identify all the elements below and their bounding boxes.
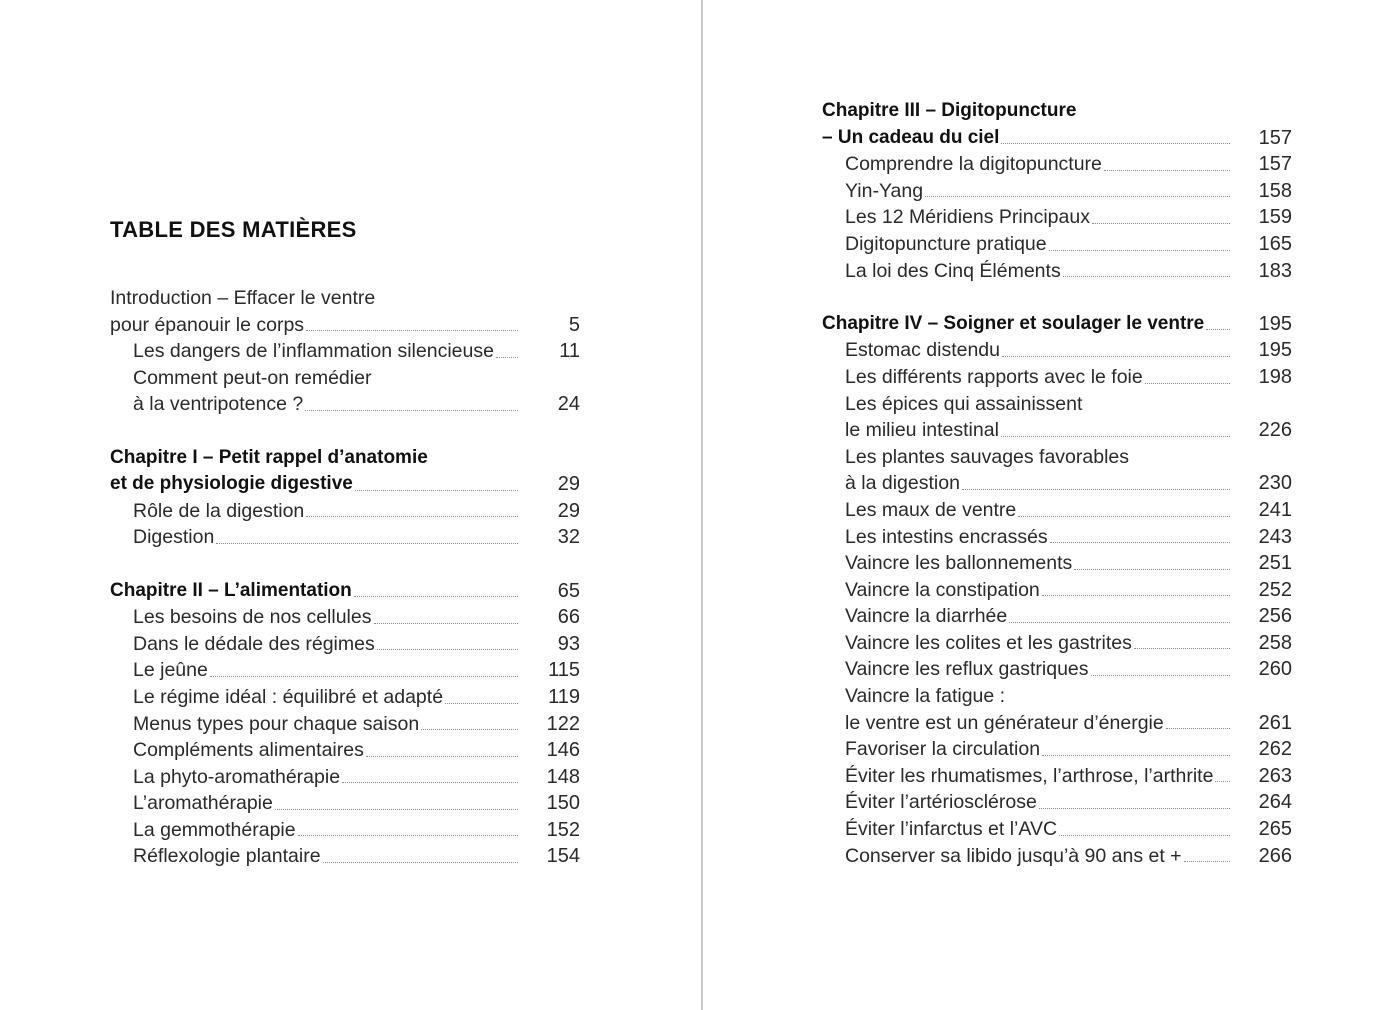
- toc-entry-label: L’aromathérapie: [133, 792, 273, 815]
- toc-dot-leader: [1009, 622, 1230, 623]
- toc-entry-label: Vaincre les reflux gastriques: [845, 658, 1089, 681]
- toc-entry-label: Les dangers de l’inflammation silencieuse: [133, 340, 494, 363]
- toc-entry-label: Comprendre la digitopuncture: [845, 153, 1102, 176]
- toc-page-number: 264: [1258, 791, 1292, 814]
- toc-dot-leader: [1001, 143, 1230, 144]
- toc-entry-label: Conserver sa libido jusqu’à 90 ans et +: [845, 844, 1182, 867]
- toc-entry-label: La phyto-aromathérapie: [133, 765, 341, 788]
- toc-page-number: 266: [1258, 844, 1292, 867]
- toc-dot-leader: [1001, 436, 1230, 437]
- toc-entry[interactable]: [822, 364, 1292, 391]
- toc-dot-leader: [366, 756, 518, 757]
- toc-entry[interactable]: [110, 790, 580, 817]
- toc-page-number: 256: [1258, 605, 1292, 628]
- toc-chapter-entry[interactable]: [110, 471, 580, 498]
- toc-entry-label: et de physiologie digestive: [110, 473, 353, 495]
- toc-dot-leader: [342, 782, 518, 783]
- toc-entry-label: Vaincre les colites et les gastrites: [845, 631, 1132, 654]
- toc-entry-label: Les besoins de nos cellules: [133, 606, 372, 629]
- toc-dot-leader: [1206, 329, 1230, 330]
- toc-dot-leader: [354, 596, 518, 597]
- toc-dot-leader: [377, 649, 518, 650]
- toc-dot-leader: [1134, 648, 1230, 649]
- toc-entry[interactable]: [110, 764, 580, 791]
- toc-entry[interactable]: [822, 391, 1292, 418]
- section-gap: [822, 284, 1292, 311]
- toc-entry[interactable]: [822, 736, 1292, 763]
- toc-dot-leader: [1002, 356, 1230, 357]
- toc-dot-leader: [275, 809, 518, 810]
- toc-page-number: 146: [546, 739, 580, 762]
- toc-page-number: 241: [1258, 498, 1292, 521]
- toc-entry-label: Chapitre II – L’alimentation: [110, 579, 352, 601]
- toc-dot-leader: [421, 729, 518, 730]
- toc-right-column: [822, 98, 1292, 869]
- toc-entry[interactable]: [822, 603, 1292, 630]
- toc-dot-leader: [925, 196, 1230, 197]
- toc-entry-label: pour épanouir le corps: [110, 313, 305, 336]
- toc-page-number: 183: [1258, 259, 1292, 282]
- toc-entry-label: Les 12 Méridiens Principaux: [845, 206, 1090, 229]
- toc-chapter-entry[interactable]: [110, 445, 580, 472]
- toc-entry[interactable]: [822, 816, 1292, 843]
- section-gap: [110, 418, 580, 445]
- toc-chapter-entry[interactable]: [110, 578, 580, 605]
- toc-page-number: 258: [1258, 631, 1292, 654]
- toc-dot-leader: [1184, 861, 1230, 862]
- toc-page-number: 157: [1258, 153, 1292, 176]
- toc-entry-label: Vaincre la fatigue :: [845, 685, 1006, 708]
- toc-entry-label: Vaincre les ballonnements: [845, 552, 1073, 575]
- toc-entry[interactable]: [822, 524, 1292, 551]
- toc-page-number: 165: [1258, 232, 1292, 255]
- toc-page-number: 263: [1258, 764, 1292, 787]
- toc-entry[interactable]: [822, 710, 1292, 737]
- toc-entry-label: Yin-Yang: [845, 179, 924, 202]
- toc-left-column: [110, 285, 580, 870]
- toc-entry-label: le ventre est un générateur d’énergie: [845, 711, 1164, 734]
- toc-entry-label: Estomac distendu: [845, 339, 1001, 362]
- toc-page-number: 29: [557, 499, 580, 522]
- toc-entry-label: Menus types pour chaque saison: [133, 712, 420, 735]
- toc-dot-leader: [216, 543, 518, 544]
- toc-page-number: 115: [548, 659, 580, 682]
- toc-dot-leader: [210, 676, 518, 677]
- toc-page-number: 24: [557, 393, 580, 416]
- toc-dot-leader: [445, 703, 518, 704]
- toc-entry-label: Digestion: [133, 526, 215, 549]
- toc-entry-label: Les épices qui assainissent: [845, 392, 1083, 415]
- toc-page-number: 265: [1258, 818, 1292, 841]
- toc-entry[interactable]: [110, 604, 580, 631]
- toc-entry[interactable]: [110, 843, 580, 870]
- toc-entry[interactable]: [110, 338, 580, 365]
- toc-entry-label: La loi des Cinq Éléments: [845, 259, 1061, 282]
- toc-entry[interactable]: [110, 737, 580, 764]
- toc-entry-label: Rôle de la digestion: [133, 499, 305, 522]
- toc-entry[interactable]: [822, 151, 1292, 178]
- toc-entry-label: Chapitre IV – Soigner et soulager le ventre: [822, 312, 1205, 334]
- toc-page-number: 195: [1258, 312, 1292, 335]
- toc-entry[interactable]: [822, 630, 1292, 657]
- toc-page-number: 262: [1258, 738, 1292, 761]
- toc-page-number: 122: [546, 712, 580, 735]
- toc-entry[interactable]: [822, 258, 1292, 285]
- toc-entry[interactable]: [822, 178, 1292, 205]
- toc-entry[interactable]: [822, 656, 1292, 683]
- toc-entry-label: – Un cadeau du ciel: [822, 126, 1000, 148]
- toc-dot-leader: [1145, 383, 1230, 384]
- toc-page-number: 66: [557, 606, 580, 629]
- toc-entry-label: Éviter les rhumatismes, l’arthrose, l’arthrite: [845, 764, 1214, 787]
- toc-page-number: 65: [557, 579, 580, 602]
- toc-entry-label: Les plantes sauvages favorables: [845, 445, 1130, 468]
- toc-entry-label: à la ventripotence ?: [133, 393, 304, 416]
- toc-page-number: 195: [1258, 339, 1292, 362]
- toc-entry[interactable]: [822, 789, 1292, 816]
- toc-page-number: 252: [1258, 578, 1292, 601]
- page-gutter: [701, 0, 703, 1010]
- toc-page-number: 32: [557, 526, 580, 549]
- toc-entry[interactable]: [110, 285, 580, 312]
- toc-entry[interactable]: [110, 524, 580, 551]
- toc-entry[interactable]: [110, 391, 580, 418]
- toc-entry-label: Éviter l’artériosclérose: [845, 791, 1037, 814]
- toc-entry-label: Introduction – Effacer le ventre: [110, 287, 376, 309]
- toc-entry-label: Le régime idéal : équilibré et adapté: [133, 685, 444, 708]
- toc-dot-leader: [305, 410, 518, 411]
- toc-entry[interactable]: [822, 683, 1292, 710]
- toc-dot-leader: [962, 489, 1230, 490]
- toc-entry[interactable]: [822, 231, 1292, 258]
- toc-dot-leader: [1091, 675, 1230, 676]
- toc-dot-leader: [1050, 542, 1230, 543]
- toc-entry-label: Les différents rapports avec le foie: [845, 365, 1143, 388]
- toc-entry[interactable]: [822, 444, 1292, 471]
- toc-entry[interactable]: [110, 684, 580, 711]
- toc-page-number: 198: [1258, 365, 1292, 388]
- toc-entry-label: le milieu intestinal: [845, 419, 999, 442]
- toc-dot-leader: [374, 623, 519, 624]
- toc-dot-leader: [298, 835, 518, 836]
- toc-entry-label: Le jeûne: [133, 659, 208, 682]
- toc-dot-leader: [496, 357, 518, 358]
- toc-dot-leader: [1074, 569, 1230, 570]
- toc-entry-label: Les intestins encrassés: [845, 525, 1048, 548]
- toc-page-number: 119: [548, 685, 580, 708]
- toc-entry[interactable]: [110, 312, 580, 339]
- toc-page-number: 93: [557, 632, 580, 655]
- toc-entry[interactable]: [822, 497, 1292, 524]
- toc-entry-label: Favoriser la circulation: [845, 738, 1041, 761]
- toc-page-number: 5: [568, 313, 580, 336]
- toc-entry[interactable]: [110, 711, 580, 738]
- toc-dot-leader: [306, 330, 518, 331]
- toc-entry-label: Les maux de ventre: [845, 498, 1017, 521]
- toc-chapter-entry[interactable]: [822, 311, 1292, 338]
- toc-page-number: 226: [1258, 419, 1292, 442]
- toc-entry[interactable]: [822, 204, 1292, 231]
- toc-entry[interactable]: [822, 763, 1292, 790]
- toc-entry-label: Compléments alimentaires: [133, 739, 364, 762]
- toc-entry[interactable]: [822, 843, 1292, 870]
- toc-entry-label: Vaincre la constipation: [845, 578, 1040, 601]
- toc-entry-label: Dans le dédale des régimes: [133, 632, 375, 655]
- toc-entry-label: Vaincre la diarrhée: [845, 605, 1008, 628]
- toc-entry-label: Réflexologie plantaire: [133, 845, 321, 868]
- toc-dot-leader: [323, 862, 518, 863]
- toc-dot-leader: [1215, 781, 1230, 782]
- toc-chapter-entry[interactable]: [822, 98, 1292, 125]
- toc-page-number: 29: [557, 473, 580, 496]
- toc-dot-leader: [1042, 755, 1230, 756]
- toc-dot-leader: [1049, 250, 1230, 251]
- toc-entry-label: Chapitre III – Digitopuncture: [822, 100, 1077, 121]
- toc-dot-leader: [1039, 808, 1230, 809]
- toc-page-number: 11: [559, 340, 580, 363]
- toc-dot-leader: [1063, 276, 1230, 277]
- page-title: TABLE DES MATIÈRES: [110, 216, 357, 242]
- toc-page-number: 157: [1258, 126, 1292, 149]
- toc-entry[interactable]: [822, 470, 1292, 497]
- toc-entry-label: Chapitre I – Petit rappel d’anatomie: [110, 446, 428, 468]
- toc-entry[interactable]: [822, 337, 1292, 364]
- toc-page-number: 261: [1258, 711, 1292, 734]
- toc-dot-leader: [1104, 170, 1230, 171]
- toc-dot-leader: [1166, 728, 1230, 729]
- toc-page-number: 158: [1258, 179, 1292, 202]
- toc-entry[interactable]: [110, 817, 580, 844]
- toc-dot-leader: [1092, 223, 1230, 224]
- toc-page-number: 230: [1258, 472, 1292, 495]
- toc-dot-leader: [1042, 595, 1230, 596]
- toc-page-number: 159: [1258, 206, 1292, 229]
- toc-entry-label: Éviter l’infarctus et l’AVC: [845, 818, 1058, 841]
- toc-entry[interactable]: [822, 550, 1292, 577]
- toc-entry[interactable]: [110, 498, 580, 525]
- toc-dot-leader: [306, 516, 518, 517]
- section-gap: [110, 551, 580, 578]
- toc-page-number: 154: [546, 845, 580, 868]
- toc-entry[interactable]: [822, 577, 1292, 604]
- toc-chapter-entry[interactable]: [822, 125, 1292, 152]
- toc-entry-label: à la digestion: [845, 472, 960, 495]
- toc-entry[interactable]: [822, 417, 1292, 444]
- toc-page-number: 150: [546, 792, 580, 815]
- toc-dot-leader: [355, 490, 518, 491]
- toc-page-number: 243: [1258, 525, 1292, 548]
- toc-page-number: 260: [1258, 658, 1292, 681]
- toc-entry-label: La gemmothérapie: [133, 818, 296, 841]
- toc-entry[interactable]: [110, 365, 580, 392]
- toc-entry-label: Digitopuncture pratique: [845, 232, 1047, 255]
- toc-entry[interactable]: [110, 657, 580, 684]
- toc-page-number: 152: [546, 818, 580, 841]
- toc-page-number: 251: [1258, 552, 1292, 575]
- toc-entry-label: Comment peut-on remédier: [133, 366, 372, 389]
- toc-entry[interactable]: [110, 631, 580, 658]
- toc-page-number: 148: [546, 765, 580, 788]
- toc-dot-leader: [1059, 835, 1230, 836]
- toc-dot-leader: [1018, 516, 1230, 517]
